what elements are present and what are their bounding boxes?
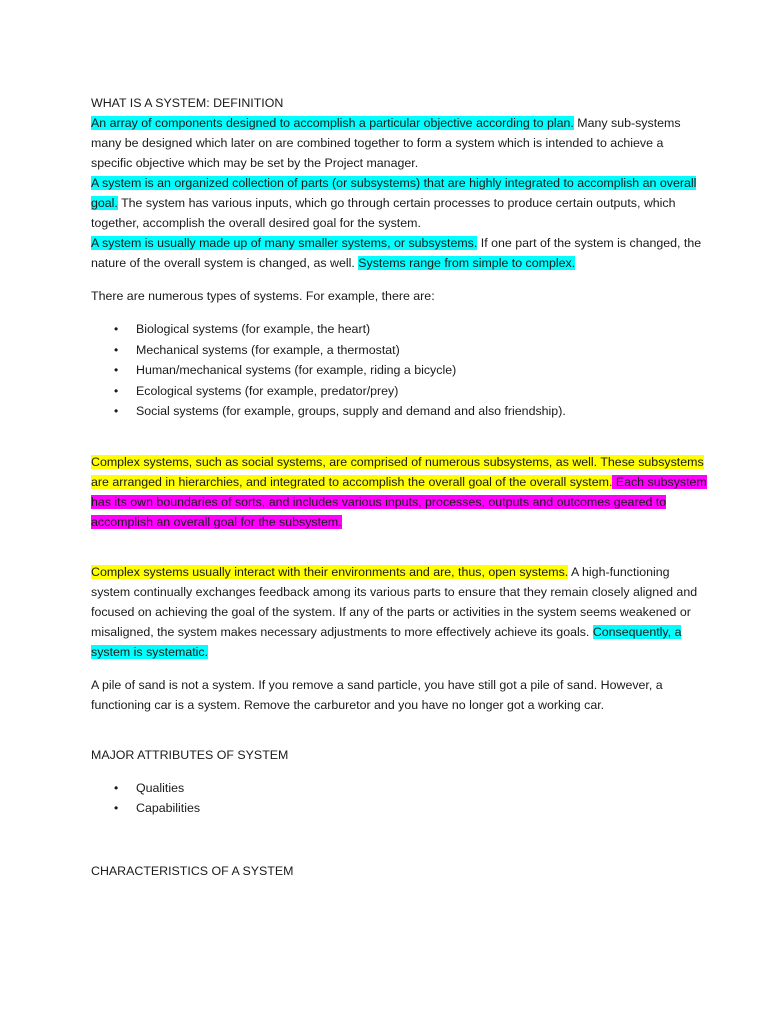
highlight-cyan: Consequently, a system is systematic. <box>91 624 682 659</box>
highlight-cyan: A system is an organized collection of parts (or subsystems) that are highly integrated to accomplish an overall goal. <box>91 176 697 210</box>
list-item <box>91 798 708 819</box>
list-item <box>91 319 708 340</box>
bullet-icon: • <box>114 404 119 418</box>
bullet-icon: • <box>114 801 119 815</box>
list-item-text: Qualities <box>136 780 185 795</box>
list-item <box>91 340 708 361</box>
list-item <box>91 360 708 381</box>
complex-systems-paragraph-1 <box>91 452 708 532</box>
bullet-icon: • <box>114 383 119 398</box>
highlight-cyan: Systems range from simple to complex. <box>358 256 576 270</box>
attributes-list <box>91 778 708 819</box>
list-item-text: Mechanical systems (for example, a thermostat) <box>136 342 400 357</box>
paragraph-text: If one part of the system is changed, the nature of the overall system is changed, as well. <box>91 236 702 270</box>
list-item-text: Capabilities <box>136 801 201 815</box>
highlight-yellow: Complex systems usually interact with their environments and are, thus, open systems. <box>91 564 569 579</box>
complex-systems-paragraph-2 <box>91 562 708 662</box>
highlight-magenta: Each subsystem has its own boundaries of sorts, and includes various inputs, processes, outputs and outcomes geared to accomplish an overall goal for the subsystem. <box>91 474 707 529</box>
types-list <box>91 319 708 422</box>
list-item-text: Biological systems (for example, the heart) <box>136 322 371 336</box>
paragraph-text: Many sub-systems many be designed which later on are combined together to form a system which is intended to achieve a specific objective which may be set by the Project manager. <box>91 116 681 170</box>
bullet-icon: • <box>114 780 119 795</box>
definition-paragraph-3 <box>91 233 708 273</box>
paragraph-text: The system has various inputs, which go through certain processes to produce certain outputs, which together, accomplish the overall desired goal for the system. <box>91 196 676 230</box>
list-item <box>91 401 708 422</box>
list-item <box>91 381 708 402</box>
definition-paragraph-2 <box>91 173 708 233</box>
list-item <box>91 778 708 799</box>
paragraph-text: A high-functioning system continually exchanges feedback among its various parts to ensure that they remain closely aligned and focused on achieving the goal of the system. If any of the parts or activities in the system seems weakened or misaligned, the system makes necessary adjustments to more effectively achieve its goals. <box>91 564 698 639</box>
list-item-text: Human/mechanical systems (for example, riding a bicycle) <box>136 363 457 377</box>
section-heading-characteristics: CHARACTERISTICS OF A SYSTEM <box>91 863 294 878</box>
sand-paragraph: A pile of sand is not a system. If you remove a sand particle, you have still got a pile of sand. However, a functioning car is a system. Remove the carburetor and you have no longer got a working car. <box>91 677 663 712</box>
section-heading-definition: WHAT IS A SYSTEM: DEFINITION <box>91 96 284 110</box>
bullet-icon: • <box>114 342 119 357</box>
section-heading-attributes: MAJOR ATTRIBUTES OF SYSTEM <box>91 747 289 762</box>
bullet-icon: • <box>114 322 119 336</box>
definition-paragraph-1 <box>91 113 708 173</box>
highlight-cyan: An array of components designed to accomplish a particular objective according to plan. <box>91 116 574 130</box>
highlight-yellow: Complex systems, such as social systems, are comprised of numerous subsystems, as well. These subsystems are arranged in hierarchies, and integrated to accomplish the overall goal of the overall system. <box>91 454 704 489</box>
list-item-text: Social systems (for example, groups, supply and demand and also friendship). <box>136 404 566 418</box>
bullet-icon: • <box>114 363 119 377</box>
types-intro: There are numerous types of systems. For example, there are: <box>91 289 435 303</box>
list-item-text: Ecological systems (for example, predator/prey) <box>136 383 399 398</box>
highlight-cyan: A system is usually made up of many smaller systems, or subsystems. <box>91 236 478 250</box>
